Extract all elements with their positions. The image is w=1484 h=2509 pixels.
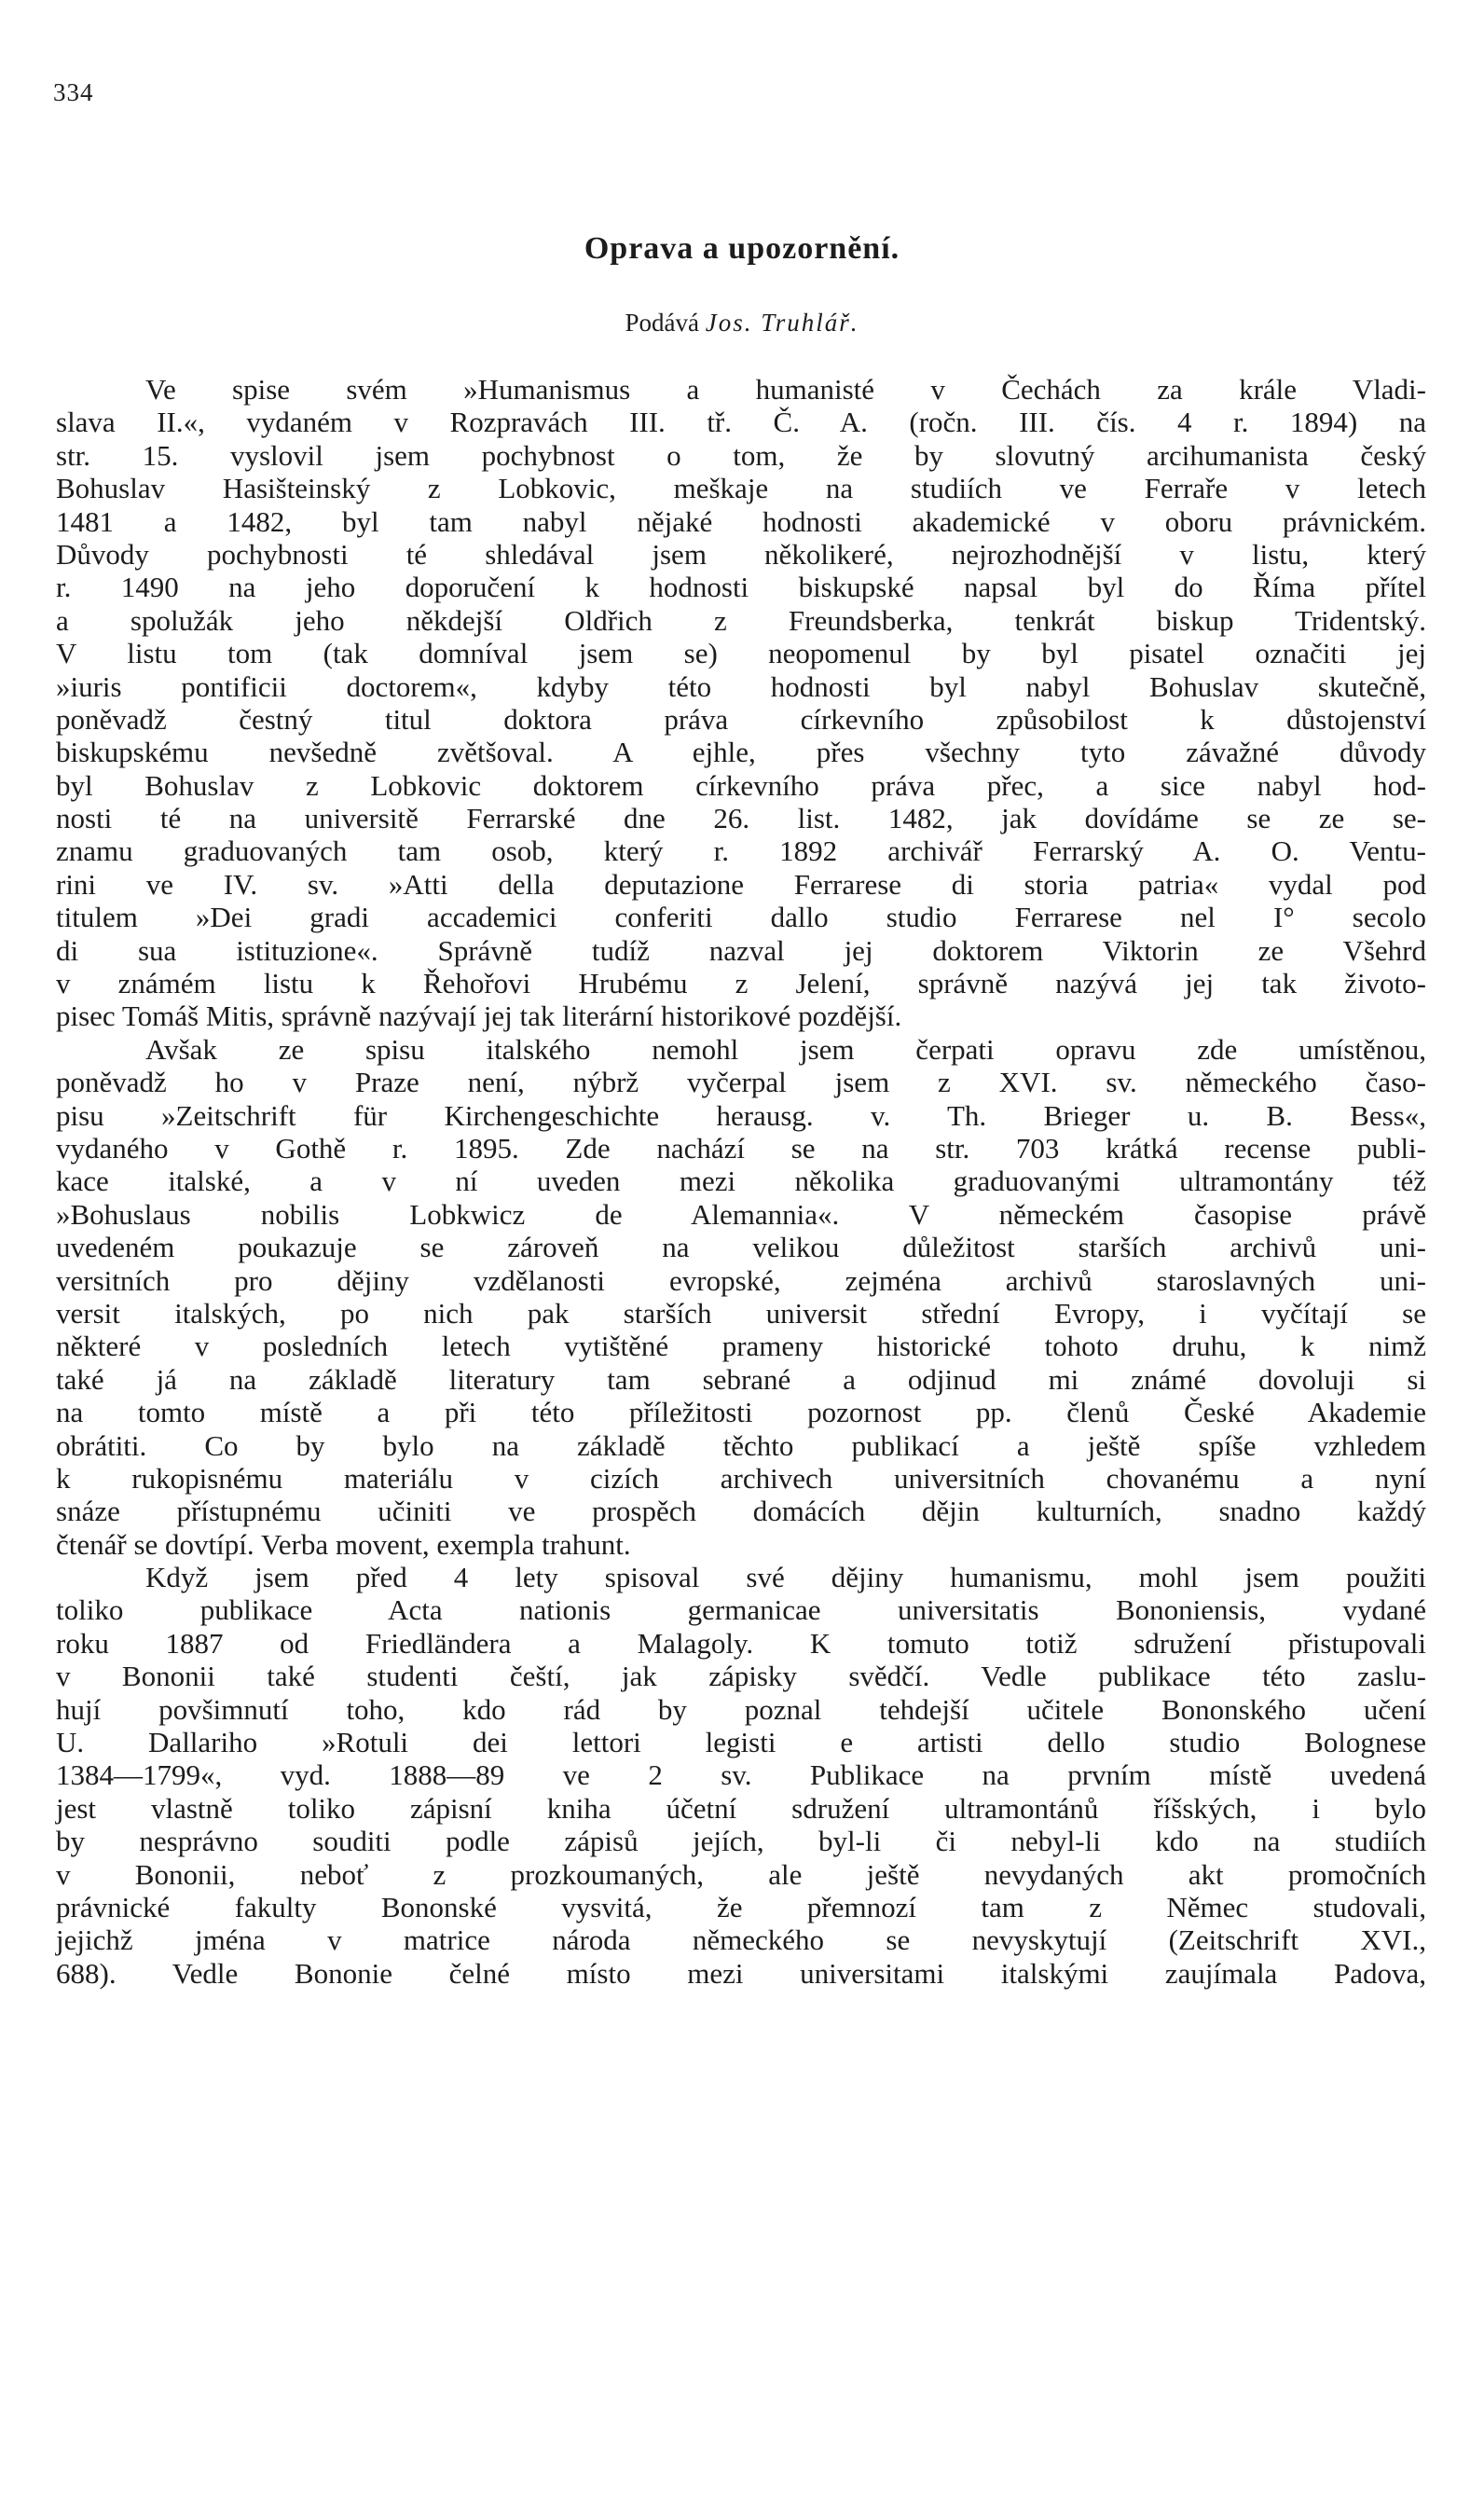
text-line: uvedeném poukazuje se zároveň na velikou důležitost starších archivů uni-: [56, 1231, 1426, 1264]
page-number: 334: [53, 78, 94, 106]
text-line: právnické fakulty Bononské vysvitá, že přemnozí tam z Němec studovali,: [56, 1890, 1426, 1923]
text-line: Ve spise svém »Humanismus a humanisté v Čechách za krále Vladi-: [145, 373, 1426, 406]
text-line: hují povšimnutí toho, kdo rád by poznal tehdejší učitele Bononského učení: [56, 1692, 1426, 1726]
text-line: kace italské, a v ní uveden mezi několika graduovanými ultramontány též: [56, 1165, 1426, 1198]
text-line: Bohuslav Hasišteinský z Lobkovic, meškaje na studiích ve Ferraře v letech: [56, 472, 1426, 505]
byline: [0, 309, 1484, 338]
text-line: r. 1490 na jeho doporučení k hodnosti biskupské napsal byl do Říma přítel: [56, 571, 1426, 604]
text-line: také já na základě literatury tam sebrané a odjinud mi známé dovoluji si: [56, 1362, 1426, 1396]
text-line: k rukopisnému materiálu v cizích archivech universitních chovanému a nyní: [56, 1461, 1426, 1495]
text-line: biskupskému nevšedně zvětšoval. A ejhle, přes všechny tyto závažné důvody: [56, 736, 1426, 769]
text-line: V listu tom (tak domníval jsem se) neopomenul by byl pisatel označiti jej: [56, 637, 1426, 670]
text-line: čtenář se dovtípí. Verba movent, exempla trahunt.: [56, 1527, 631, 1561]
text-line: pisu »Zeitschrift für Kirchengeschichte herausg. v. Th. Brieger u. B. Bess«,: [56, 1098, 1426, 1132]
text-line: Důvody pochybnosti té shledával jsem několikeré, nejrozhodnější v listu, který: [56, 537, 1426, 571]
text-line: roku 1887 od Friedländera a Malagoly. K tomuto totiž sdružení přistupovali: [56, 1626, 1426, 1660]
text-line: rini ve IV. sv. »Atti della deputazione Ferrarese di storia patria« vydal pod: [56, 867, 1426, 901]
text-line: 688). Vedle Bononie čelné místo mezi universitami italskými zaujímala Padova,: [56, 1956, 1426, 1990]
text-line: v Bononii také studenti čeští, jak zápisky svědčí. Vedle publikace této zaslu-: [56, 1660, 1426, 1693]
text-line: obrátiti. Co by bylo na základě těchto publikací a ještě spíše vzhledem: [56, 1428, 1426, 1462]
text-line: versitních pro dějiny vzdělanosti evropské, zejména archivů staroslavných uni-: [56, 1263, 1426, 1297]
text-line: na tomto místě a při této příležitosti pozornost pp. členů České Akademie: [56, 1396, 1426, 1429]
text-line: byl Bohuslav z Lobkovic doktorem církevního práva přec, a sice nabyl hod-: [56, 768, 1426, 802]
text-line: U. Dallariho »Rotuli dei lettori legisti e artisti dello studio Bolognese: [56, 1726, 1426, 1759]
text-line: Když jsem před 4 lety spisoval své dějiny humanismu, mohl jsem použiti: [145, 1561, 1426, 1594]
text-line: toliko publikace Acta nationis germanicae universitatis Bononiensis, vydané: [56, 1593, 1426, 1627]
article-title: Oprava a upozornění.: [584, 231, 900, 266]
text-line: poněvadž čestný titul doktora práva církevního způsobilost k důstojenství: [56, 702, 1426, 736]
text-line: jejichž jména v matrice národa německého se nevyskytují (Zeitschrift XVI.,: [56, 1923, 1426, 1957]
text-line: pisec Tomáš Mitis, správně nazývají jej tak literární historikové pozdější.: [56, 999, 902, 1033]
text-line: a spolužák jeho někdejší Oldřich z Freundsberka, tenkrát biskup Tridentský.: [56, 603, 1426, 637]
text-line: str. 15. vyslovil jsem pochybnost o tom, že by slovutný arcihumanista český: [56, 438, 1426, 472]
text-line: di sua istituzione«. Správně tudíž nazval jej doktorem Viktorin ze Všehrd: [56, 933, 1426, 967]
text-line: snáze přístupnému učiniti ve prospěch domácích dějin kulturních, snadno každý: [56, 1495, 1426, 1528]
text-line: by nesprávno souditi podle zápisů jejích, byl-li či nebyl-li kdo na studiích: [56, 1825, 1426, 1858]
text-line: »iuris pontificii doctorem«, kdyby této hodnosti byl nabyl Bohuslav skutečně,: [56, 669, 1426, 703]
text-line: vydaného v Gothě r. 1895. Zde nachází se na str. 703 krátká recense publi-: [56, 1131, 1426, 1165]
byline-prefix: Podává: [625, 309, 699, 337]
text-line: některé v posledních letech vytištěné prameny historické tohoto druhu, k nimž: [56, 1330, 1426, 1363]
text-line: slava II.«, vydaném v Rozpravách III. tř. Č. A. (ročn. III. čís. 4 r. 1894) na: [56, 406, 1426, 439]
byline-author: Jos. Truhlář.: [705, 309, 859, 337]
text-line: Avšak ze spisu italského nemohl jsem čerpati opravu zde umístěnou,: [145, 1032, 1426, 1066]
text-line: titulem »Dei gradi accademici conferiti dallo studio Ferrarese nel I° secolo: [56, 901, 1426, 934]
text-line: nosti té na universitě Ferrarské dne 26. list. 1482, jak dovídáme se ze se-: [56, 802, 1426, 835]
text-line: 1384—1799«, vyd. 1888—89 ve 2 sv. Publikace na prvním místě uvedená: [56, 1758, 1426, 1792]
text-line: v Bononii, neboť z prozkoumaných, ale ještě nevydaných akt promočních: [56, 1857, 1426, 1891]
article-body: [56, 373, 1426, 1990]
text-line: v známém listu k Řehořovi Hrubému z Jelení, správně nazývá jej tak životo-: [56, 967, 1426, 1000]
text-line: versit italských, po nich pak starších universit střední Evropy, i vyčítají se: [56, 1296, 1426, 1330]
text-line: znamu graduovaných tam osob, který r. 1892 archivář Ferrarský A. O. Ventu-: [56, 834, 1426, 868]
text-line: »Bohuslaus nobilis Lobkwicz de Alemannia«. V německém časopise právě: [56, 1197, 1426, 1231]
text-line: poněvadž ho v Praze není, nýbrž vyčerpal jsem z XVI. sv. německého časo-: [56, 1066, 1426, 1099]
text-line: 1481 a 1482, byl tam nabyl nějaké hodnosti akademické v oboru právnickém.: [56, 504, 1426, 538]
text-line: jest vlastně toliko zápisní kniha účetní sdružení ultramontánů říšských, i bylo: [56, 1791, 1426, 1825]
